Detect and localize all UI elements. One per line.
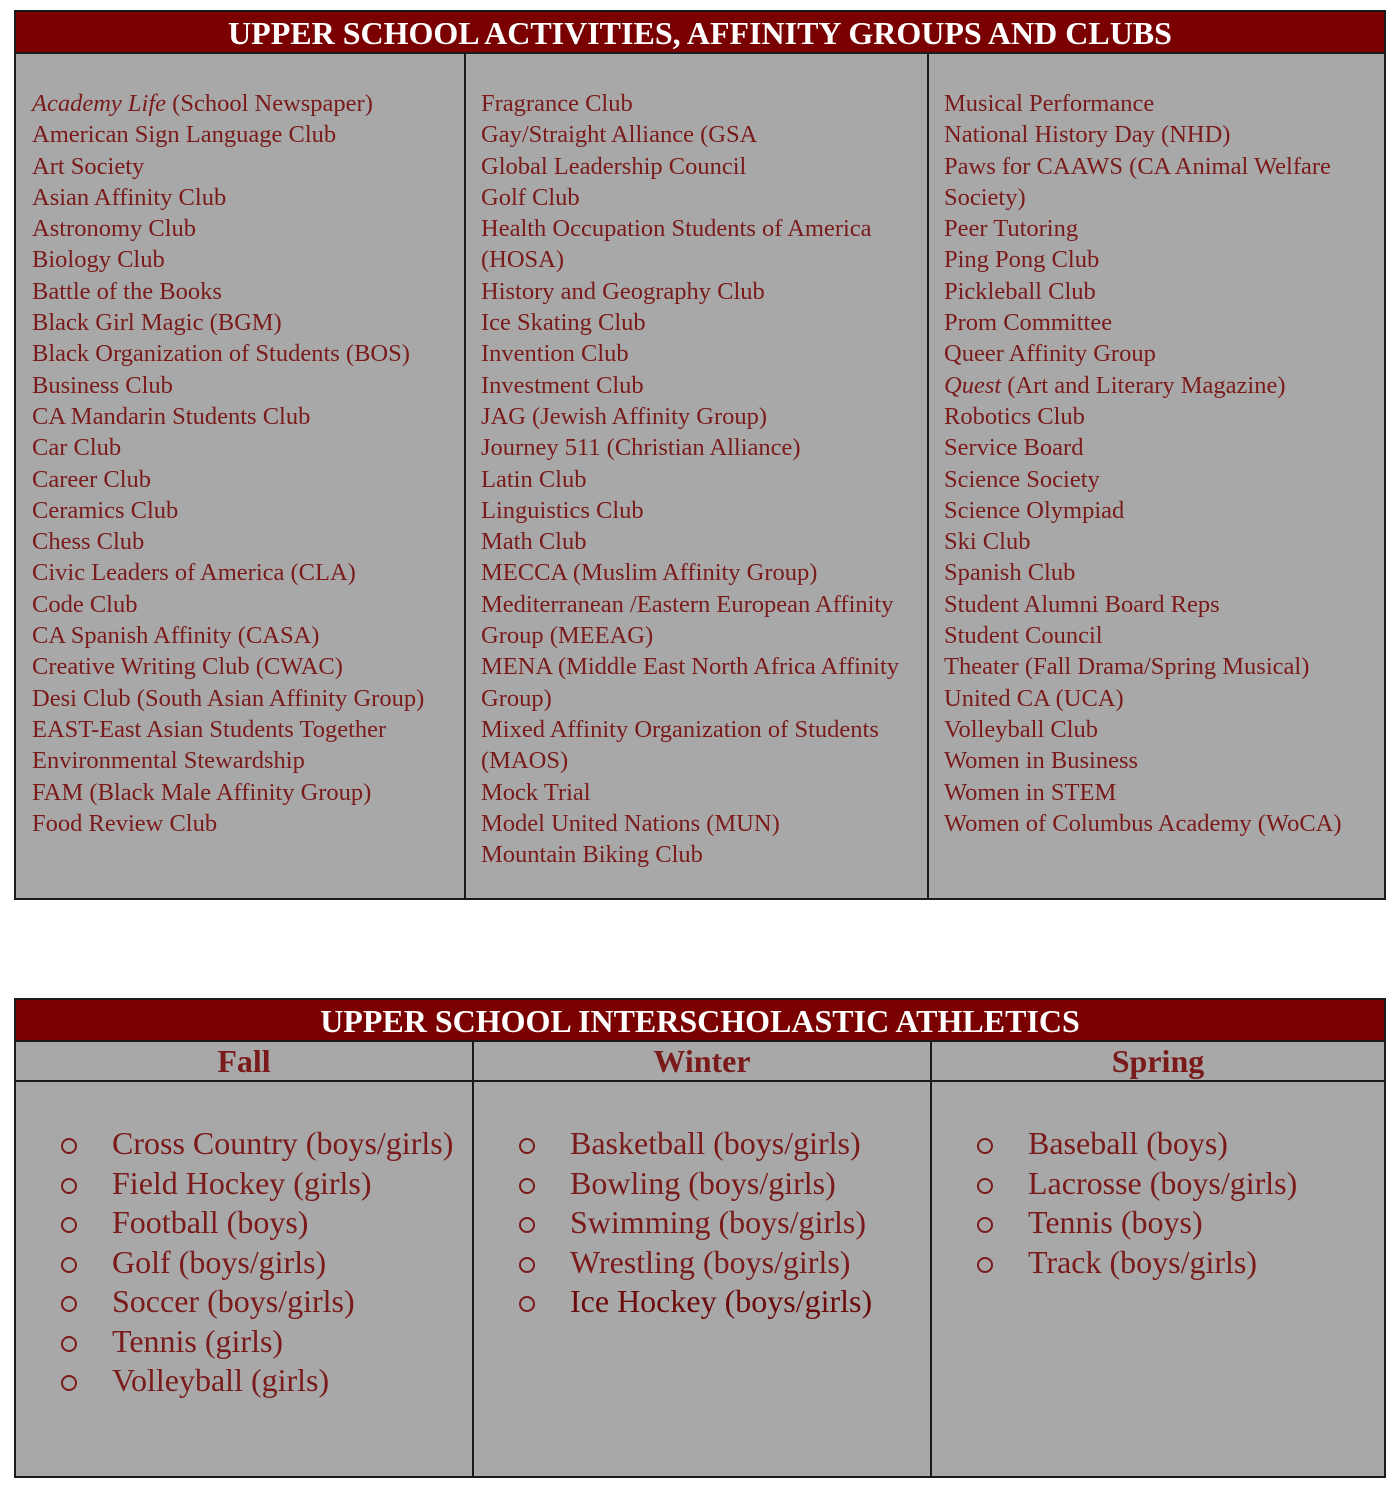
club-item [32,276,450,307]
club-item [481,777,913,808]
club-item [481,714,913,777]
club-item [944,526,1370,557]
club-item-label: Food Review Club [32,809,218,837]
club-item-label: Black Organization of Students (BOS) [32,340,410,368]
club-item-label: American Sign Language Club [32,121,337,149]
season-column-winter [472,1042,930,1476]
club-item-italic: Quest [944,371,1002,399]
season-column-fall [16,1042,472,1476]
club-item-label: Mixed Affinity Organization of Students (MAOS) [481,715,879,775]
club-list [466,54,927,870]
sport-list [474,1082,930,1322]
sport-item: Lacrosse (boys/girls) [972,1164,1374,1204]
club-item-label: Ice Skating Club [481,309,646,337]
club-item [32,777,450,808]
club-item [32,683,450,714]
club-item [32,151,450,182]
club-item [944,651,1370,682]
club-item [32,213,450,244]
club-item-label: Creative Writing Club (CWAC) [32,653,343,681]
club-item [481,432,913,463]
activities-title: UPPER SCHOOL ACTIVITIES, AFFINITY GROUPS AND CLUBS [16,12,1384,54]
club-item [944,683,1370,714]
club-item-label: History and Geography Club [481,277,765,305]
club-item-label: United CA (UCA) [944,684,1124,712]
club-item-label: Biology Club [32,246,165,274]
club-item [944,307,1370,338]
club-item [944,213,1370,244]
club-item-label: (Art and Literary Magazine) [1001,371,1286,399]
club-item-label: Code Club [32,590,138,618]
club-item [32,401,450,432]
club-item-label: MECCA (Muslim Affinity Group) [481,559,818,587]
club-item [481,464,913,495]
club-item-label: Ceramics Club [32,496,179,524]
athletics-title: UPPER SCHOOL INTERSCHOLASTIC ATHLETICS [16,1000,1384,1042]
sport-item: Swimming (boys/girls) [514,1203,920,1243]
club-item-label: Desi Club (South Asian Affinity Group) [32,684,425,712]
club-item [481,808,913,839]
club-item [32,432,450,463]
club-item-label: Student Alumni Board Reps [944,590,1220,618]
club-item [32,119,450,150]
club-item [32,589,450,620]
activities-columns [16,54,1384,898]
club-item-label: JAG (Jewish Affinity Group) [481,402,768,430]
season-header: Winter [474,1042,930,1082]
club-list [929,54,1384,839]
club-item-label: Astronomy Club [32,215,197,243]
club-item [944,714,1370,745]
club-item-label: Ping Pong Club [944,246,1100,274]
club-item-label: Business Club [32,371,173,399]
sport-item: Cross Country (boys/girls) [56,1124,462,1164]
club-item-label: Science Olympiad [944,496,1125,524]
sport-item: Bowling (boys/girls) [514,1164,920,1204]
club-item-label: Black Girl Magic (BGM) [32,309,282,337]
club-item-label: Prom Committee [944,309,1113,337]
sport-item: Wrestling (boys/girls) [514,1243,920,1283]
club-item-label: Mediterranean /Eastern European Affinity Group (MEEAG) [481,590,894,650]
sport-item: Tennis (girls) [56,1322,462,1362]
club-item [944,151,1370,214]
activities-column-1 [16,54,464,898]
sport-list [16,1082,472,1401]
club-item-label: Gay/Straight Alliance (GSA [481,121,758,149]
club-item-label: Student Council [944,622,1103,650]
club-item-label: Paws for CAAWS (CA Animal Welfare Society) [944,152,1331,211]
club-item-label: Health Occupation Students of America (HOSA) [481,215,872,274]
club-item [32,307,450,338]
club-item [32,808,450,839]
club-item [32,338,450,369]
sport-item: Football (boys) [56,1203,462,1243]
club-item-label: Golf Club [481,183,580,211]
club-item-label: Fragrance Club [481,90,633,117]
club-item-label: Mountain Biking Club [481,841,703,869]
club-item-label: Musical Performance [944,90,1155,117]
athletics-table [14,998,1386,1478]
club-item [944,119,1370,150]
sport-item: Baseball (boys) [972,1124,1374,1164]
activities-column-2 [464,54,927,898]
club-item-label: Volleyball Club [944,715,1099,743]
club-item [32,464,450,495]
club-item-label: Model United Nations (MUN) [481,809,780,837]
sport-item: Ice Hockey (boys/girls) [514,1282,920,1322]
club-item [481,88,913,119]
club-item-label: Linguistics Club [481,496,644,524]
club-item-label: Environmental Stewardship [32,747,305,775]
club-item [481,495,913,526]
club-item-label: Latin Club [481,465,587,493]
club-item-label: Women of Columbus Academy (WoCA) [944,809,1342,837]
club-item [944,338,1370,369]
club-item [944,589,1370,620]
club-item-label: Service Board [944,434,1084,462]
club-item [481,401,913,432]
club-item-label: (School Newspaper) [166,90,373,117]
club-item [481,182,913,213]
season-header: Spring [932,1042,1384,1082]
club-item-label: CA Mandarin Students Club [32,402,311,430]
club-item-label: Mock Trial [481,778,591,806]
club-item [481,370,913,401]
sport-list [932,1082,1384,1282]
club-item [944,495,1370,526]
club-item [481,151,913,182]
club-item-label: Asian Affinity Club [32,183,227,211]
club-item-label: Career Club [32,465,152,493]
club-item-label: Civic Leaders of America (CLA) [32,559,356,587]
club-item [944,432,1370,463]
club-item [481,119,913,150]
club-item [32,620,450,651]
activities-table [14,10,1386,900]
club-item [944,557,1370,588]
club-item-label: Art Society [32,152,145,180]
sport-item: Basketball (boys/girls) [514,1124,920,1164]
activities-column-3 [927,54,1384,898]
club-item-label: Women in STEM [944,778,1117,806]
club-item [944,244,1370,275]
club-item [944,276,1370,307]
club-item [944,620,1370,651]
club-item [32,370,450,401]
club-item [944,777,1370,808]
sport-item: Field Hockey (girls) [56,1164,462,1204]
club-list [16,54,464,839]
club-item [481,307,913,338]
sport-item: Volleyball (girls) [56,1361,462,1401]
sport-item: Tennis (boys) [972,1203,1374,1243]
club-item [944,808,1370,839]
club-item-label: Car Club [32,434,122,462]
club-item-label: Journey 511 (Christian Alliance) [481,434,801,462]
club-item-label: Global Leadership Council [481,152,747,180]
club-item-label: Women in Business [944,747,1139,775]
club-item [481,651,913,714]
club-item [481,557,913,588]
sport-item: Track (boys/girls) [972,1243,1374,1283]
club-item [944,370,1370,401]
club-item-label: Pickleball Club [944,277,1096,305]
club-item [32,557,450,588]
club-item-label: FAM (Black Male Affinity Group) [32,778,372,806]
club-item-italic: Academy Life [32,90,167,117]
club-item-label: Chess Club [32,528,145,556]
club-item [944,88,1370,119]
club-item-label: Investment Club [481,371,644,399]
club-item [32,182,450,213]
club-item [944,745,1370,776]
season-column-spring [930,1042,1384,1476]
club-item [32,745,450,776]
club-item-label: Theater (Fall Drama/Spring Musical) [944,653,1310,681]
club-item-label: Queer Affinity Group [944,340,1156,368]
club-item-label: National History Day (NHD) [944,121,1231,149]
club-item [32,495,450,526]
club-item [32,651,450,682]
club-item-label: Robotics Club [944,402,1085,430]
club-item [32,714,450,745]
club-item-label: Battle of the Books [32,277,222,305]
sport-item: Golf (boys/girls) [56,1243,462,1283]
club-item-label: EAST-East Asian Students Together [32,715,387,743]
club-item [481,213,913,276]
club-item-label: CA Spanish Affinity (CASA) [32,622,320,650]
club-item-label: MENA (Middle East North Africa Affinity Group) [481,653,900,712]
club-item-label: Invention Club [481,340,629,368]
club-item [32,526,450,557]
sport-item: Soccer (boys/girls) [56,1282,462,1322]
club-item-label: Science Society [944,465,1100,493]
club-item-label: Peer Tutoring [944,215,1079,243]
club-item [481,839,913,870]
athletics-columns [16,1042,1384,1476]
club-item [481,338,913,369]
season-header: Fall [16,1042,472,1082]
club-item-label: Ski Club [944,528,1031,556]
club-item [481,526,913,557]
club-item-label: Math Club [481,528,587,556]
club-item [944,464,1370,495]
club-item [32,88,450,119]
club-item [481,276,913,307]
club-item [32,244,450,275]
club-item [481,589,913,652]
club-item [944,401,1370,432]
club-item-label: Spanish Club [944,559,1076,587]
